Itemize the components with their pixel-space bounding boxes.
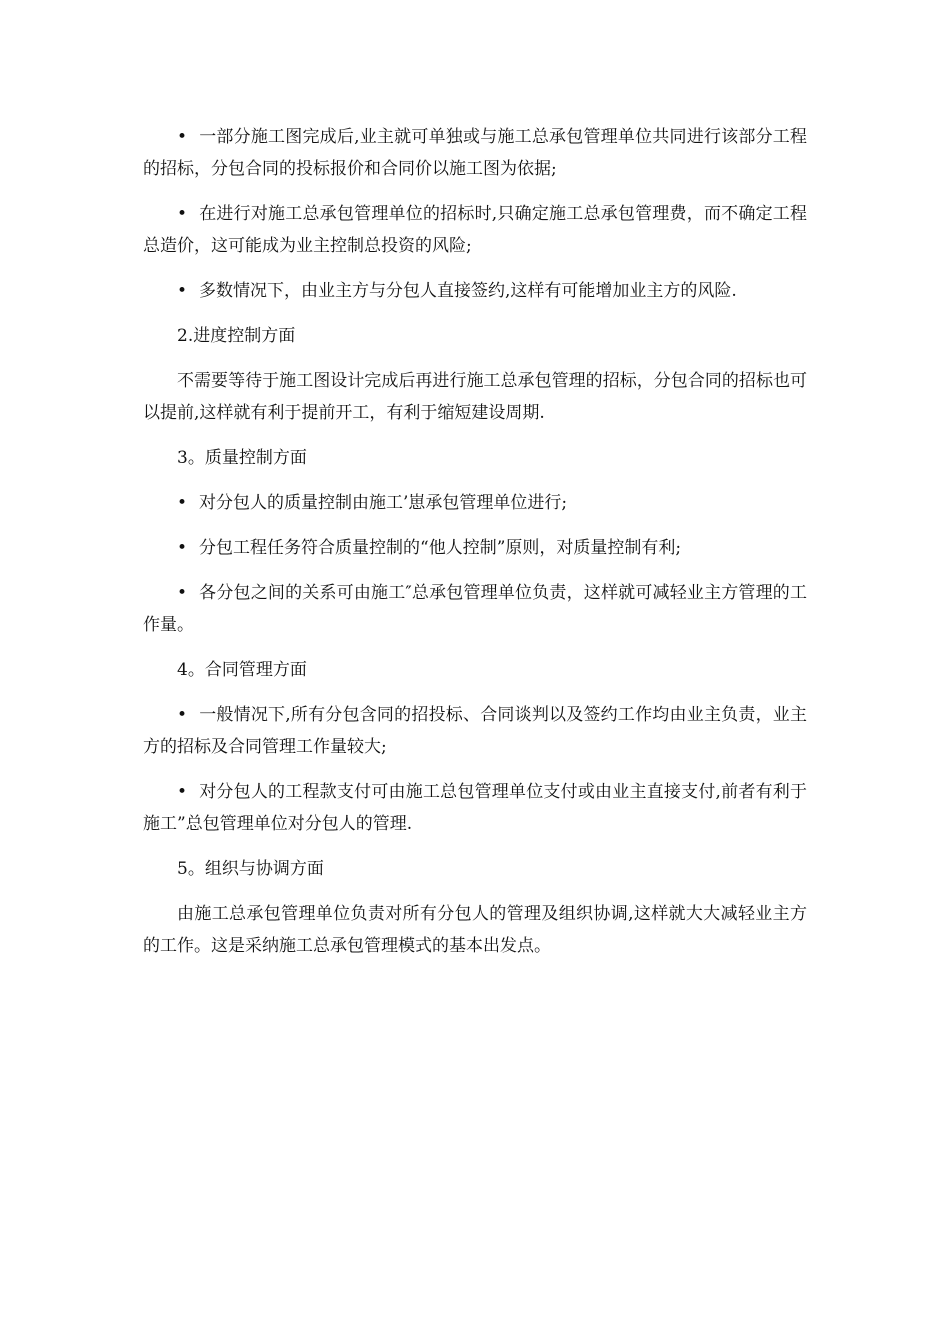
bullet-marker: • [177,782,188,802]
paragraph-text: 一般情况下,所有分包含同的招投标、合同谈判以及签约工作均由业主负责，业主方的招标及合同管理工作量较大; [143,705,807,757]
bullet-marker: • [177,281,188,301]
bullet-paragraph [143,121,807,185]
paragraph-text: 多数情况下，由业主方与分包人直接签约,这样有可能增加业主方的风险. [199,281,737,301]
bullet-paragraph [143,699,807,763]
bullet-marker: • [177,705,188,725]
bullet-paragraph [143,275,807,307]
section-heading: 5。组织与协调方面 [177,859,324,879]
bullet-marker: • [177,538,188,558]
section-heading: 2.进度控制方面 [177,326,296,346]
bullet-paragraph [143,577,807,641]
paragraph-text: 分包工程任务符合质量控制的“他人控制”原则，对质量控制有利; [199,538,682,558]
bullet-marker: • [177,583,188,603]
paragraph-text: 对分包人的工程款支付可由施工总包管理单位支付或由业主直接支付,前者有利于施工”总包管理单位对分包人的管理. [143,782,807,834]
paragraph-text: 对分包人的质量控制由施工’崽承包管理单位进行; [199,493,568,513]
section-heading: 4。合同管理方面 [177,660,307,680]
paragraph-text: 在进行对施工总承包管理单位的招标时,只确定施工总承包管理费，而不确定工程总造价，这可能成为业主控制总投资的风险; [143,204,807,256]
body-paragraph: 不需要等待于施工图设计完成后再进行施工总承包管理的招标，分包合同的招标也可以提前,这样就有利于提前开工，有利于缩短建设周期. [143,371,807,423]
bullet-paragraph [143,487,807,519]
bullet-paragraph [143,532,807,564]
bullet-marker: • [177,493,188,513]
section-heading: 3。质量控制方面 [177,448,307,468]
bullet-paragraph [143,198,807,262]
document-page [143,121,807,975]
bullet-marker: • [177,127,188,147]
body-paragraph: 由施工总承包管理单位负责对所有分包人的管理及组织协调,这样就大大减轻业主方的工作。这是采纳施工总承包管理模式的基本出发点。 [143,904,807,956]
bullet-marker: • [177,204,188,224]
bullet-paragraph [143,776,807,840]
paragraph-text: 一部分施工图完成后,业主就可单独或与施工总承包管理单位共同进行该部分工程的招标，分包合同的投标报价和合同价以施工图为依据; [143,127,807,179]
paragraph-text: 各分包之间的关系可由施工″总承包管理单位负责，这样就可减轻业主方管理的工作量。 [143,583,807,635]
